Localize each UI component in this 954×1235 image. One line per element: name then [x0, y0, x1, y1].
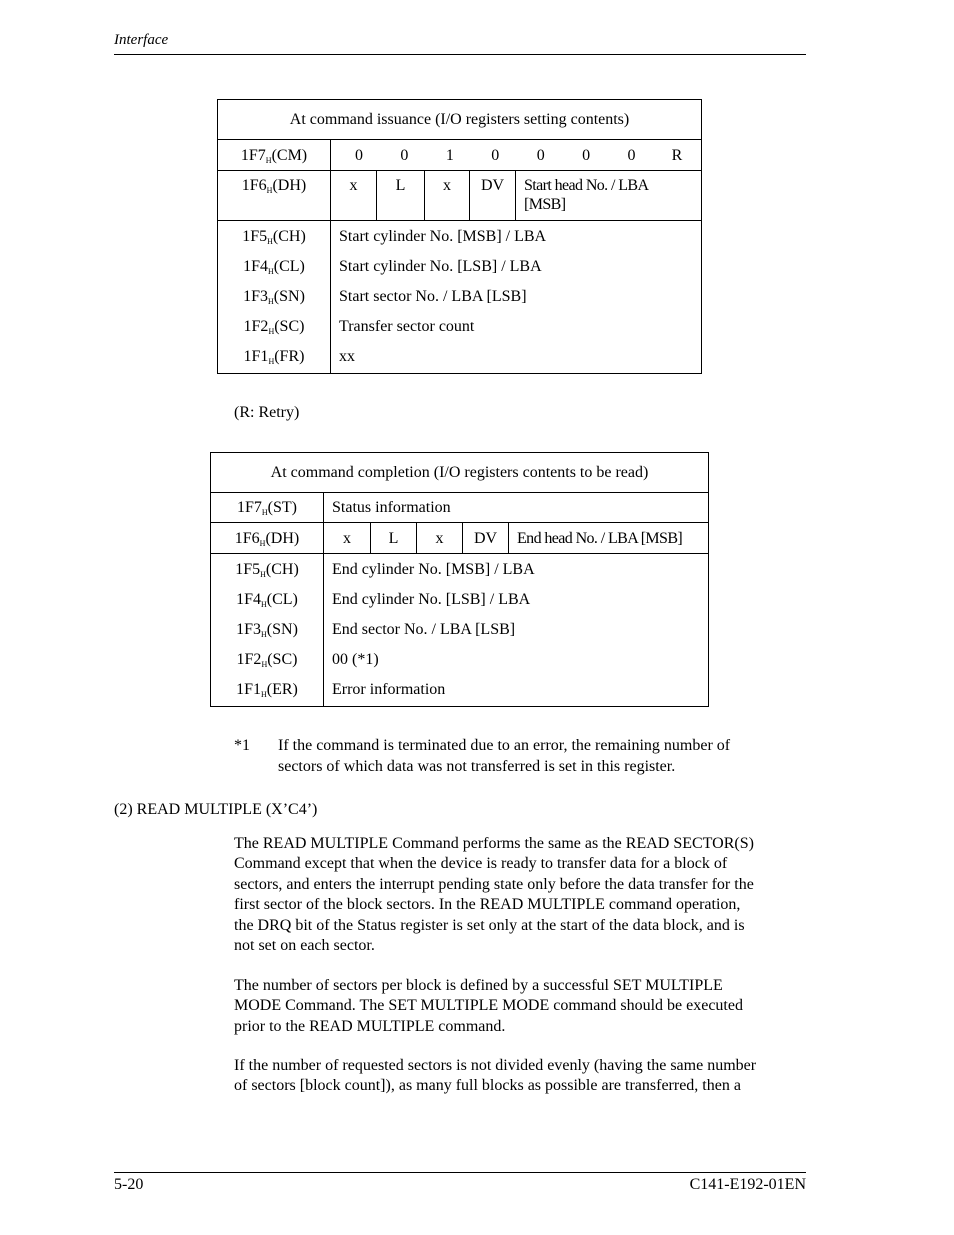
paragraph-line: MODE Command. The SET MULTIPLE MODE command should be executed	[234, 997, 743, 1015]
register-value: Start cylinder No. [MSB] / LBA	[339, 228, 547, 245]
status-value-cell: Status information	[324, 493, 709, 523]
register-label: $1F1_H(ER)$	[236, 681, 298, 699]
command-bit: 0	[536, 146, 545, 164]
footnote-line: If the command is terminated due to an error, the remaining number of	[278, 737, 731, 754]
command-bit: 0	[491, 146, 500, 164]
paragraph-line: The number of sectors per block is defined by a successful SET MULTIPLE	[234, 977, 723, 994]
register-label-dh: $1F6_H(DH)$	[211, 523, 324, 554]
paragraph-line: If the number of requested sectors is not divided evenly (having the same number	[234, 1057, 757, 1074]
register-value: 00 (*1)	[332, 651, 379, 668]
register-value: Error information	[332, 681, 446, 698]
footnote-line: sectors of which data was not transferred is set in this register.	[278, 758, 676, 775]
register-label: $1F4_H(CL)$	[236, 591, 298, 609]
register-label: $1F4_H(CL)$	[243, 258, 305, 276]
dh-bit-cell: DV	[463, 523, 509, 554]
register-label-cm: $1F7_H(CM)$	[218, 140, 331, 171]
paragraph-line: not set on each sector.	[234, 937, 375, 955]
register-label: $1F5_H(CH)$	[235, 561, 299, 579]
paragraph-line: of sectors [block count]), as many full blocks as possible are transferred, then a	[234, 1077, 741, 1095]
paragraph-line: Command except that when the device is ready to transfer data for a block of	[234, 855, 728, 873]
register-label: $1F2_H(SC)$	[236, 651, 298, 669]
paragraph-1	[234, 834, 806, 956]
document-id: C141-E192-01EN	[689, 1176, 806, 1193]
paragraph-line: prior to the READ MULTIPLE command.	[234, 1017, 506, 1035]
completion-table-title: At command completion (I/O registers contents to be read)	[211, 453, 709, 493]
command-bit: R	[671, 146, 683, 164]
paragraph-3	[234, 1056, 806, 1097]
page-number: 5-20	[114, 1176, 144, 1193]
register-label-st: $1F7_H(ST)$	[211, 493, 324, 523]
paragraph-line: sectors, and enters the interrupt pending state only before the data transfer for the	[234, 875, 754, 893]
completion-register-table	[210, 452, 709, 707]
paragraph-2	[234, 976, 806, 1037]
issuance-table-title: At command issuance (I/O registers setting contents)	[218, 100, 702, 140]
dh-bit-cell: L	[371, 523, 417, 554]
dh-bit-cell: L	[377, 171, 425, 221]
dh-bit-cell: x	[425, 171, 470, 221]
paragraph-line: The READ MULTIPLE Command performs the same as the READ SECTOR(S)	[234, 835, 754, 852]
dh-description-cell	[516, 171, 702, 221]
command-bits-cell	[331, 140, 702, 171]
dh-bit-cell: DV	[470, 171, 516, 221]
register-values-column	[324, 554, 709, 707]
header-rule	[114, 54, 806, 55]
command-bit: 0	[400, 146, 409, 164]
paragraph-line: the DRQ bit of the Status register is set only at the start of the data block, and is	[234, 916, 745, 934]
footnote-mark: *1	[234, 737, 250, 754]
section-heading: (2) READ MULTIPLE (X’C4’)	[114, 801, 318, 818]
register-label-dh: $1F6_H(DH)$	[218, 171, 331, 221]
dh-description-cell: End head No. / LBA [MSB]	[509, 523, 709, 554]
paragraph-line: first sector of the block sectors. In the READ MULTIPLE command operation,	[234, 896, 741, 914]
register-label: $1F3_H(SN)$	[243, 288, 305, 306]
dh-description-line: Start head No. / LBA	[524, 177, 649, 194]
dh-bit-cell: x	[324, 523, 371, 554]
register-value: End sector No. / LBA [LSB]	[332, 621, 516, 638]
command-bit: 0	[355, 146, 363, 164]
footer-rule	[114, 1172, 806, 1173]
register-labels-column	[218, 221, 331, 374]
command-bit: 1	[445, 146, 454, 164]
register-label: $1F3_H(SN)$	[236, 621, 298, 639]
register-label: $1F2_H(SC)$	[243, 318, 305, 336]
register-values-column	[331, 221, 702, 374]
register-label: $1F5_H(CH)$	[242, 228, 306, 246]
command-bit: 0	[627, 146, 636, 164]
register-value: Start sector No. / LBA [LSB]	[339, 288, 527, 305]
register-value: xx	[339, 348, 355, 365]
register-value: Transfer sector count	[339, 318, 475, 335]
issuance-register-table	[217, 99, 702, 374]
register-labels-column	[211, 554, 324, 707]
register-value: Start cylinder No. [LSB] / LBA	[339, 258, 542, 275]
dh-description-line: [MSB]	[524, 196, 566, 213]
dh-bit-cell: x	[331, 171, 377, 221]
running-header: Interface	[114, 32, 169, 48]
register-value: End cylinder No. [MSB] / LBA	[332, 561, 535, 578]
retry-note: (R: Retry)	[234, 404, 300, 421]
register-label: $1F1_H(FR)$	[243, 348, 305, 366]
command-bit: 0	[582, 146, 591, 164]
register-value: End cylinder No. [LSB] / LBA	[332, 591, 531, 608]
dh-bit-cell: x	[417, 523, 463, 554]
